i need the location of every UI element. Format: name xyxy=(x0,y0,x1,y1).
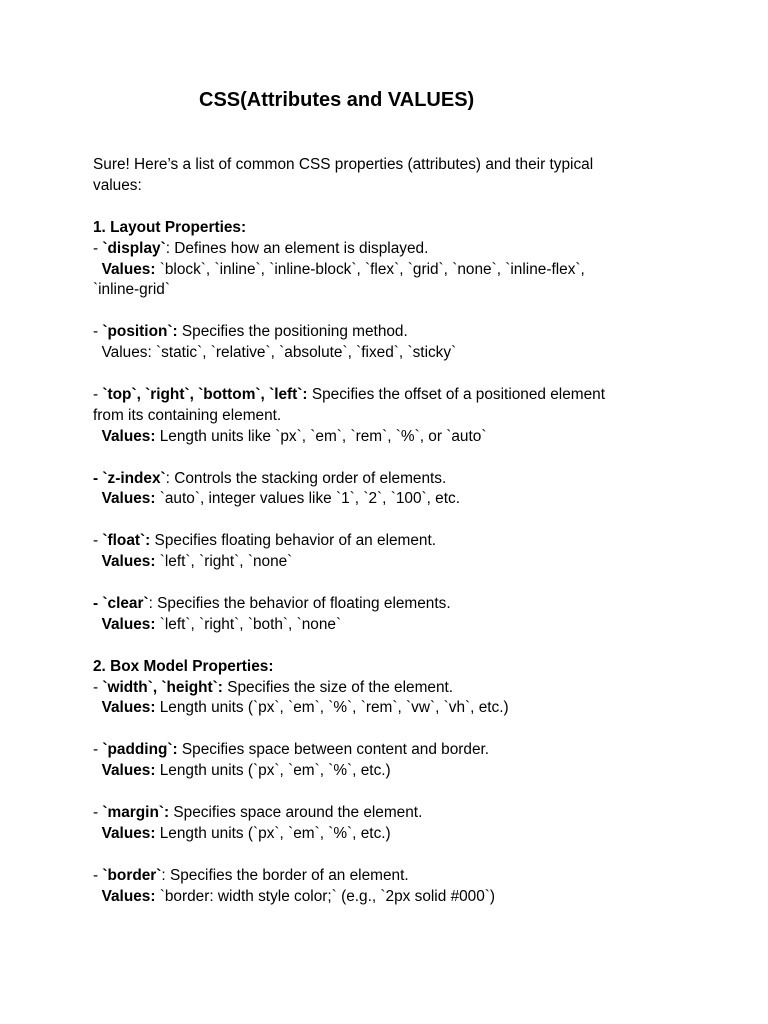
property-width-height: - `width`, `height`: Specifies the size of the element. xyxy=(93,678,454,696)
property-name: `display` xyxy=(102,239,166,257)
intro-line: values: xyxy=(93,176,142,194)
property-values-continued: `inline-grid` xyxy=(93,281,170,299)
property-values: Values: Length units (`px`, `em`, `%`, etc.) xyxy=(101,762,391,780)
property-name: `float`: xyxy=(102,532,151,550)
property-float: - `float`: Specifies floating behavior of an element. xyxy=(93,532,437,550)
property-values: Values: `left`, `right`, `both`, `none` xyxy=(101,615,342,633)
property-name: - `z-index` xyxy=(93,469,166,487)
property-name: `margin`: xyxy=(102,803,170,821)
property-name: `width`, `height`: xyxy=(102,678,223,696)
property-values: Values: `auto`, integer values like `1`, `2`, `100`, etc. xyxy=(101,490,460,508)
property-position: - `position`: Specifies the positioning method. xyxy=(93,323,408,341)
property-border: - `border`: Specifies the border of an element. xyxy=(93,866,409,884)
document-body xyxy=(93,155,673,907)
property-name: `position`: xyxy=(102,323,178,341)
property-name: `padding`: xyxy=(102,741,178,759)
property-name: `top`, `right`, `bottom`, `left`: xyxy=(102,385,308,403)
section-heading-box-model: 2. Box Model Properties: xyxy=(93,657,274,675)
property-z-index: - `z-index`: Controls the stacking order of elements. xyxy=(93,469,447,487)
property-display: - `display`: Defines how an element is displayed. xyxy=(93,239,429,257)
intro-line: Sure! Here’s a list of common CSS properties (attributes) and their typical xyxy=(93,156,594,173)
property-name: - `clear` xyxy=(93,594,149,612)
property-values: Values: `border: width style color;` (e.g., `2px solid #000`) xyxy=(101,887,496,905)
property-margin: - `margin`: Specifies space around the element. xyxy=(93,803,423,821)
property-name: `border` xyxy=(102,866,162,884)
property-values: Values: Length units like `px`, `em`, `rem`, `%`, or `auto` xyxy=(101,427,487,445)
property-padding: - `padding`: Specifies space between content and border. xyxy=(93,741,490,759)
property-values: Values: `static`, `relative`, `absolute`, `fixed`, `sticky` xyxy=(101,344,457,362)
property-values: Values: `block`, `inline`, `inline-block`, `flex`, `grid`, `none`, `inline-flex`, xyxy=(101,260,585,278)
property-values: Values: `left`, `right`, `none` xyxy=(101,553,293,571)
property-values: Values: Length units (`px`, `em`, `%`, etc.) xyxy=(101,824,391,842)
section-heading-layout: 1. Layout Properties: xyxy=(93,218,247,236)
property-values: Values: Length units (`px`, `em`, `%`, `rem`, `vw`, `vh`, etc.) xyxy=(101,699,509,717)
property-clear: - `clear`: Specifies the behavior of floating elements. xyxy=(93,594,451,612)
property-desc-continued: from its containing element. xyxy=(93,406,282,424)
page-title: CSS(Attributes and VALUES) xyxy=(199,89,475,111)
property-offsets: - `top`, `right`, `bottom`, `left`: Specifies the offset of a positioned element xyxy=(93,385,606,403)
